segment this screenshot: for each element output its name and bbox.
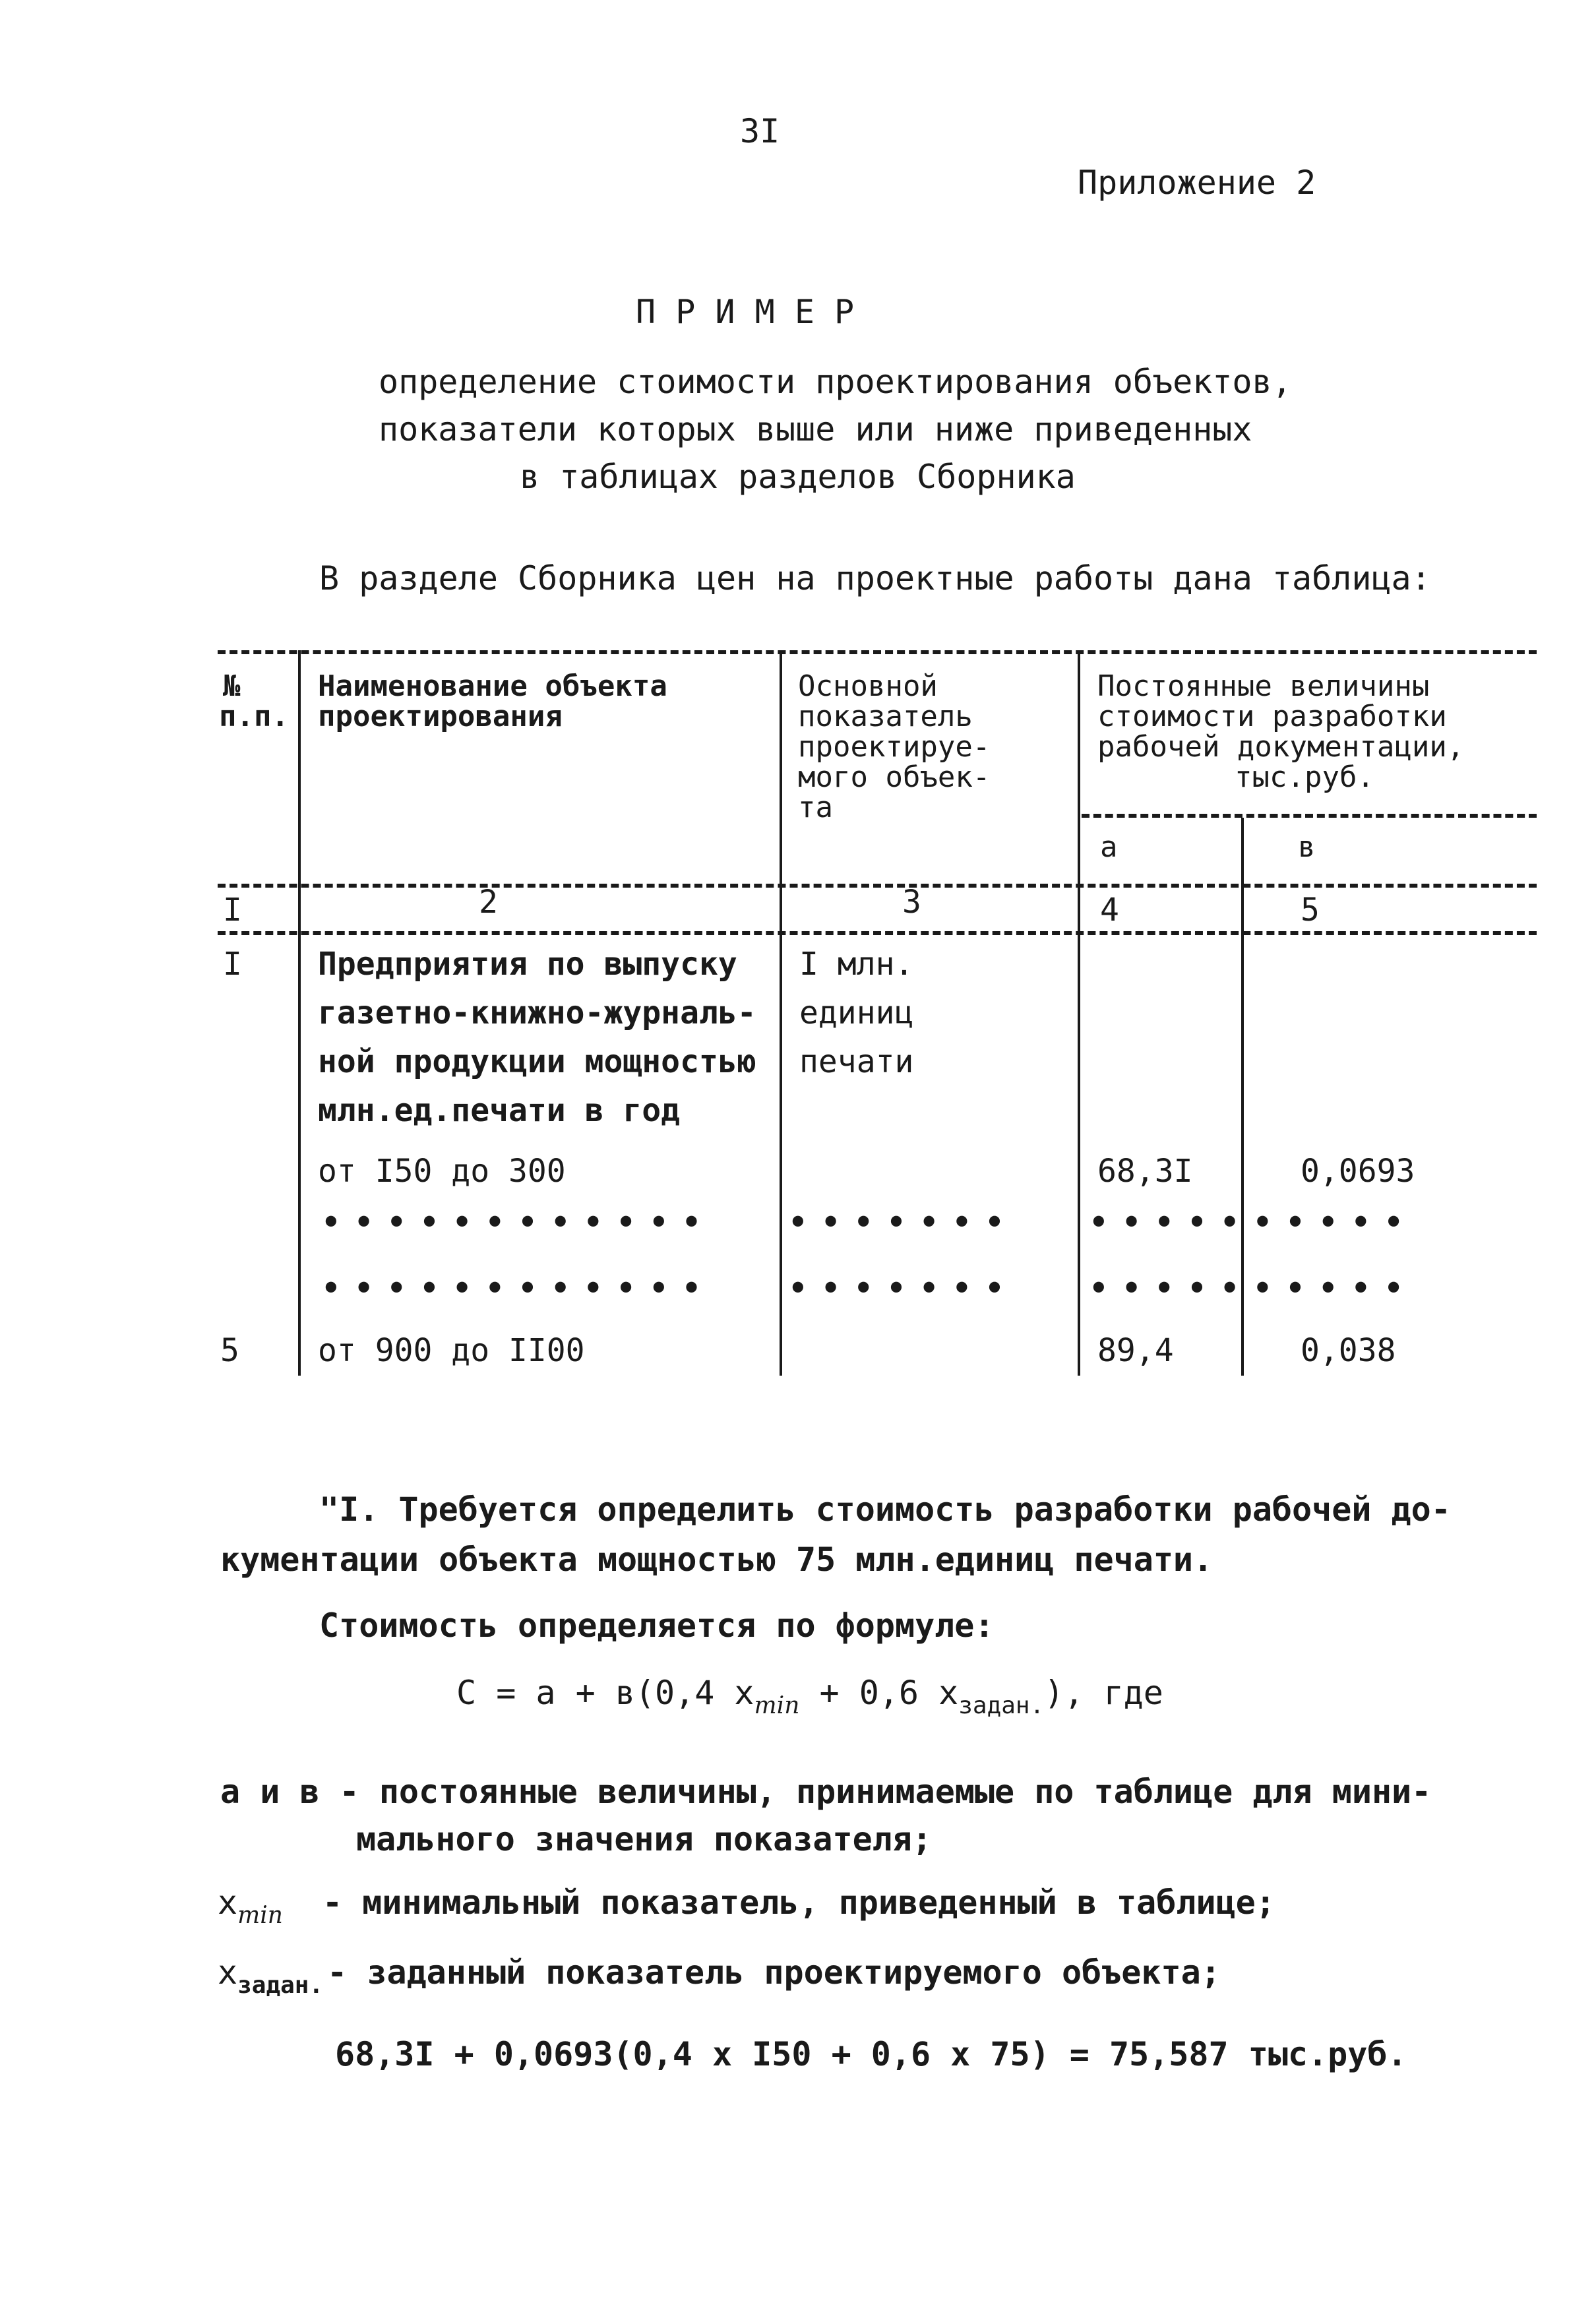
- row1-range: от I50 до 300: [318, 1153, 566, 1190]
- header-name-1: Наименование объекта: [318, 669, 667, 703]
- header-name-2: проектирования: [318, 700, 563, 733]
- ellipsis-row-1-col3: •••••••: [789, 1204, 1018, 1240]
- row1-indicator-3: печати: [799, 1043, 914, 1080]
- xmin-description: - минимальный показатель, приведенный в таблице;: [322, 1883, 1275, 1922]
- col-number-5: 5: [1301, 892, 1320, 929]
- paragraph-2: Стоимость определяется по формуле:: [319, 1606, 995, 1645]
- col-number-1: I: [223, 892, 242, 929]
- formula-mid: + 0,6 х: [799, 1674, 959, 1712]
- header-col-a: а: [1100, 830, 1118, 864]
- row5-num: 5: [220, 1332, 239, 1369]
- row1-indicator-2: единиц: [799, 994, 914, 1031]
- intro-text: В разделе Сборника цен на проектные работы дана таблица:: [319, 559, 1431, 597]
- header-indicator-5: та: [798, 791, 833, 824]
- definition-a-b-line-2: мального значения показателя;: [356, 1820, 932, 1858]
- subtitle-line-2: показатели которых выше или ниже приведенных: [379, 410, 1252, 448]
- row1-num: I: [223, 946, 242, 983]
- row1-value-b: 0,0693: [1301, 1153, 1415, 1190]
- xgiven-description: - заданный показатель проектируемого объекта;: [327, 1953, 1221, 1992]
- header-indicator-4: мого объек-: [798, 760, 991, 794]
- header-num-2: п.п.: [219, 700, 289, 733]
- subheader-rule: [1082, 814, 1537, 818]
- row1-value-a: 68,3I: [1097, 1153, 1193, 1190]
- header-constants-3: рабочей документации,: [1097, 730, 1465, 764]
- ellipsis-row-2-col2: ••••••••••••: [322, 1270, 716, 1306]
- xmin-symbol: х: [218, 1883, 238, 1922]
- row1-name-1: Предприятия по выпуску: [318, 946, 737, 983]
- row5-value-a: 89,4: [1097, 1332, 1174, 1369]
- row1-indicator-1: I млн.: [799, 946, 914, 983]
- definition-a-b-line-1: а и в - постоянные величины, принимаемые по таблице для мини-: [220, 1773, 1432, 1811]
- col-divider-3: [1078, 650, 1080, 1376]
- header-num-1: №: [223, 669, 241, 703]
- ellipsis-row-1-col2: ••••••••••••: [322, 1204, 716, 1240]
- page-number: 3I: [740, 112, 780, 150]
- header-constants-2: стоимости разработки: [1097, 700, 1447, 733]
- appendix-label: Приложение 2: [1078, 164, 1316, 202]
- ellipsis-row-2-col3: •••••••: [789, 1270, 1018, 1306]
- formula: [456, 1672, 1163, 1726]
- paragraph-1-line-1: "I. Требуется определить стоимость разработки рабочей до-: [319, 1490, 1451, 1529]
- col-number-2: 2: [479, 884, 498, 921]
- subtitle-line-3: в таблицах разделов Сборника: [520, 458, 1076, 496]
- header-col-b: в: [1298, 830, 1316, 864]
- subtitle-line-1: определение стоимости проектирования объектов,: [379, 363, 1292, 401]
- xgiven-subscript: задан.: [237, 1972, 324, 1999]
- col-number-3: 3: [902, 884, 921, 921]
- numbers-bottom-rule: [218, 931, 1537, 935]
- definition-xgiven: [218, 1952, 1221, 2006]
- xgiven-symbol: х: [218, 1953, 238, 1992]
- numbers-top-rule: [218, 884, 1537, 888]
- page-title: П Р И М Е Р: [636, 293, 855, 331]
- ellipsis-row-1-col45: ••••••••••: [1090, 1204, 1417, 1240]
- calculation-result: 68,3I + 0,0693(0,4 х I50 + 0,6 х 75) = 75,587 тыс.руб.: [335, 2035, 1407, 2073]
- formula-sub-min: min: [754, 1692, 800, 1719]
- row5-range: от 900 до II00: [318, 1332, 585, 1369]
- xmin-subscript: min: [237, 1902, 283, 1929]
- header-constants-1: Постоянные величины: [1097, 669, 1430, 703]
- formula-left: С = а + в(0,4 х: [456, 1674, 754, 1712]
- row5-value-b: 0,038: [1301, 1332, 1396, 1369]
- col-number-4: 4: [1100, 892, 1119, 929]
- col-divider-2: [780, 650, 782, 1376]
- col-divider-1: [298, 650, 301, 1376]
- paragraph-1-line-2: кументации объекта мощностью 75 млн.единиц печати.: [220, 1541, 1213, 1579]
- row1-name-3: ной продукции мощностью: [318, 1043, 756, 1080]
- header-indicator-2: показатель: [798, 700, 973, 733]
- header-constants-4: тыс.руб.: [1235, 760, 1374, 794]
- header-indicator-3: проектируе-: [798, 730, 991, 764]
- formula-sub-given: задан.: [958, 1692, 1045, 1719]
- header-indicator-1: Основной: [798, 669, 938, 703]
- table-top-rule: [218, 650, 1537, 654]
- definition-xmin: [218, 1882, 1275, 1936]
- row1-name-2: газетно-книжно-журналь-: [318, 994, 756, 1031]
- ellipsis-row-2-col45: ••••••••••: [1090, 1270, 1417, 1306]
- row1-name-4: млн.ед.печати в год: [318, 1092, 681, 1129]
- formula-right: ), где: [1044, 1674, 1163, 1712]
